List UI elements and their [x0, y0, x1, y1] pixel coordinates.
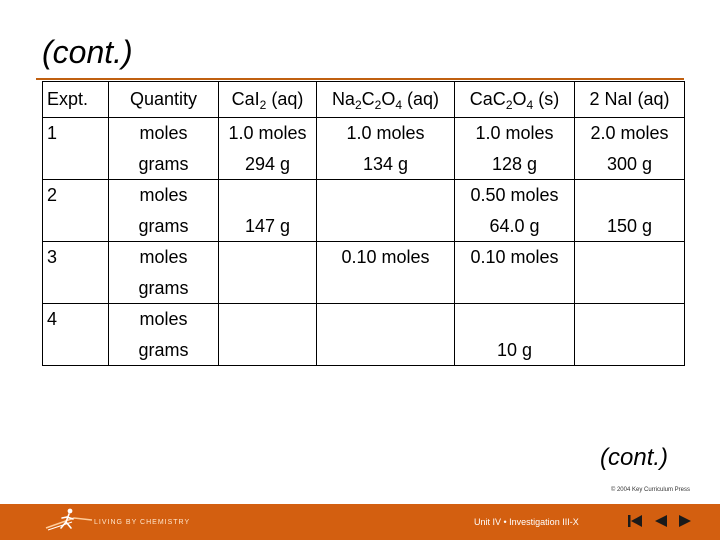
header-na-sub-1: 2	[354, 98, 362, 112]
slide-title: (cont.)	[42, 34, 133, 70]
cell-quantity: grams	[109, 273, 219, 304]
cell-quantity: moles	[109, 304, 219, 335]
header-na-part-c: O	[381, 89, 396, 109]
cell-cac2o4: 1.0 moles	[455, 118, 575, 149]
table-row	[43, 242, 685, 273]
header-cai2	[219, 82, 317, 118]
header-na-state: (aq)	[402, 89, 440, 109]
header-quantity: Quantity	[109, 82, 219, 118]
cell-nai: 300 g	[575, 149, 685, 180]
table-row	[43, 273, 685, 304]
cell-nai: 2.0 moles	[575, 118, 685, 149]
header-na-part-b: C	[361, 89, 375, 109]
cell-expt: 3	[43, 242, 109, 273]
header-ca-state: (s)	[533, 89, 560, 109]
cell-na2c2o4	[317, 180, 455, 211]
header-ca-sub-1: 2	[505, 98, 513, 112]
header-na-part-a: Na	[331, 89, 355, 109]
copyright-text: © 2004 Key Curriculum Press	[610, 487, 690, 493]
table-row	[43, 149, 685, 180]
table-row	[43, 180, 685, 211]
cell-na2c2o4: 0.10 moles	[317, 242, 455, 273]
cell-quantity: moles	[109, 118, 219, 149]
cell-na2c2o4	[317, 335, 455, 366]
cell-quantity: grams	[109, 211, 219, 242]
cell-nai	[575, 273, 685, 304]
cell-na2c2o4	[317, 211, 455, 242]
cell-quantity: moles	[109, 242, 219, 273]
cell-cac2o4: 10 g	[455, 335, 575, 366]
header-cac2o4	[455, 82, 575, 118]
continued-label: (cont.)	[600, 444, 669, 471]
cell-cai2: 147 g	[219, 211, 317, 242]
cell-cai2	[219, 304, 317, 335]
header-ca-part-b: O	[512, 89, 527, 109]
header-ca-sub-2: 4	[526, 98, 534, 112]
cell-nai	[575, 242, 685, 273]
header-cai2-state: (aq)	[266, 89, 304, 109]
header-nai: 2 NaI (aq)	[575, 82, 685, 118]
cell-quantity: grams	[109, 149, 219, 180]
unit-investigation-label: Unit IV • Investigation III-X	[474, 517, 579, 527]
header-na-sub-3: 4	[395, 98, 403, 112]
header-na-sub-2: 2	[374, 98, 382, 112]
cell-expt	[43, 149, 109, 180]
header-cai2-formula: CaI	[231, 89, 260, 109]
table-header-row	[43, 82, 685, 118]
cell-cac2o4	[455, 273, 575, 304]
cell-na2c2o4	[317, 273, 455, 304]
header-ca-part-a: CaC	[469, 89, 506, 109]
header-cai2-subscript: 2	[259, 98, 267, 112]
cell-cai2: 1.0 moles	[219, 118, 317, 149]
cell-na2c2o4: 1.0 moles	[317, 118, 455, 149]
stoichiometry-table	[42, 81, 685, 366]
cell-cai2	[219, 335, 317, 366]
cell-quantity: moles	[109, 180, 219, 211]
cell-expt	[43, 211, 109, 242]
cell-na2c2o4	[317, 304, 455, 335]
cell-quantity: grams	[109, 335, 219, 366]
table-row	[43, 211, 685, 242]
cell-nai	[575, 335, 685, 366]
table-row	[43, 118, 685, 149]
cell-nai	[575, 304, 685, 335]
brand-name: LIVING BY CHEMISTRY	[94, 519, 191, 526]
previous-triangle-icon[interactable]	[652, 513, 670, 529]
skip-to-start-icon[interactable]	[626, 513, 644, 529]
running-figure-logo-icon	[44, 506, 94, 536]
table-row	[43, 335, 685, 366]
cell-cac2o4: 128 g	[455, 149, 575, 180]
cell-na2c2o4: 134 g	[317, 149, 455, 180]
cell-cai2	[219, 273, 317, 304]
cell-cac2o4: 0.50 moles	[455, 180, 575, 211]
cell-cai2	[219, 242, 317, 273]
cell-cac2o4: 64.0 g	[455, 211, 575, 242]
header-na2c2o4	[317, 82, 455, 118]
title-divider	[36, 78, 684, 80]
cell-expt: 4	[43, 304, 109, 335]
cell-cac2o4	[455, 304, 575, 335]
header-expt: Expt.	[43, 82, 109, 118]
table-row	[43, 304, 685, 335]
cell-cai2: 294 g	[219, 149, 317, 180]
next-triangle-icon[interactable]	[676, 513, 694, 529]
cell-cai2	[219, 180, 317, 211]
cell-expt	[43, 335, 109, 366]
cell-cac2o4: 0.10 moles	[455, 242, 575, 273]
cell-expt: 1	[43, 118, 109, 149]
cell-nai	[575, 180, 685, 211]
cell-expt	[43, 273, 109, 304]
cell-nai: 150 g	[575, 211, 685, 242]
cell-expt: 2	[43, 180, 109, 211]
